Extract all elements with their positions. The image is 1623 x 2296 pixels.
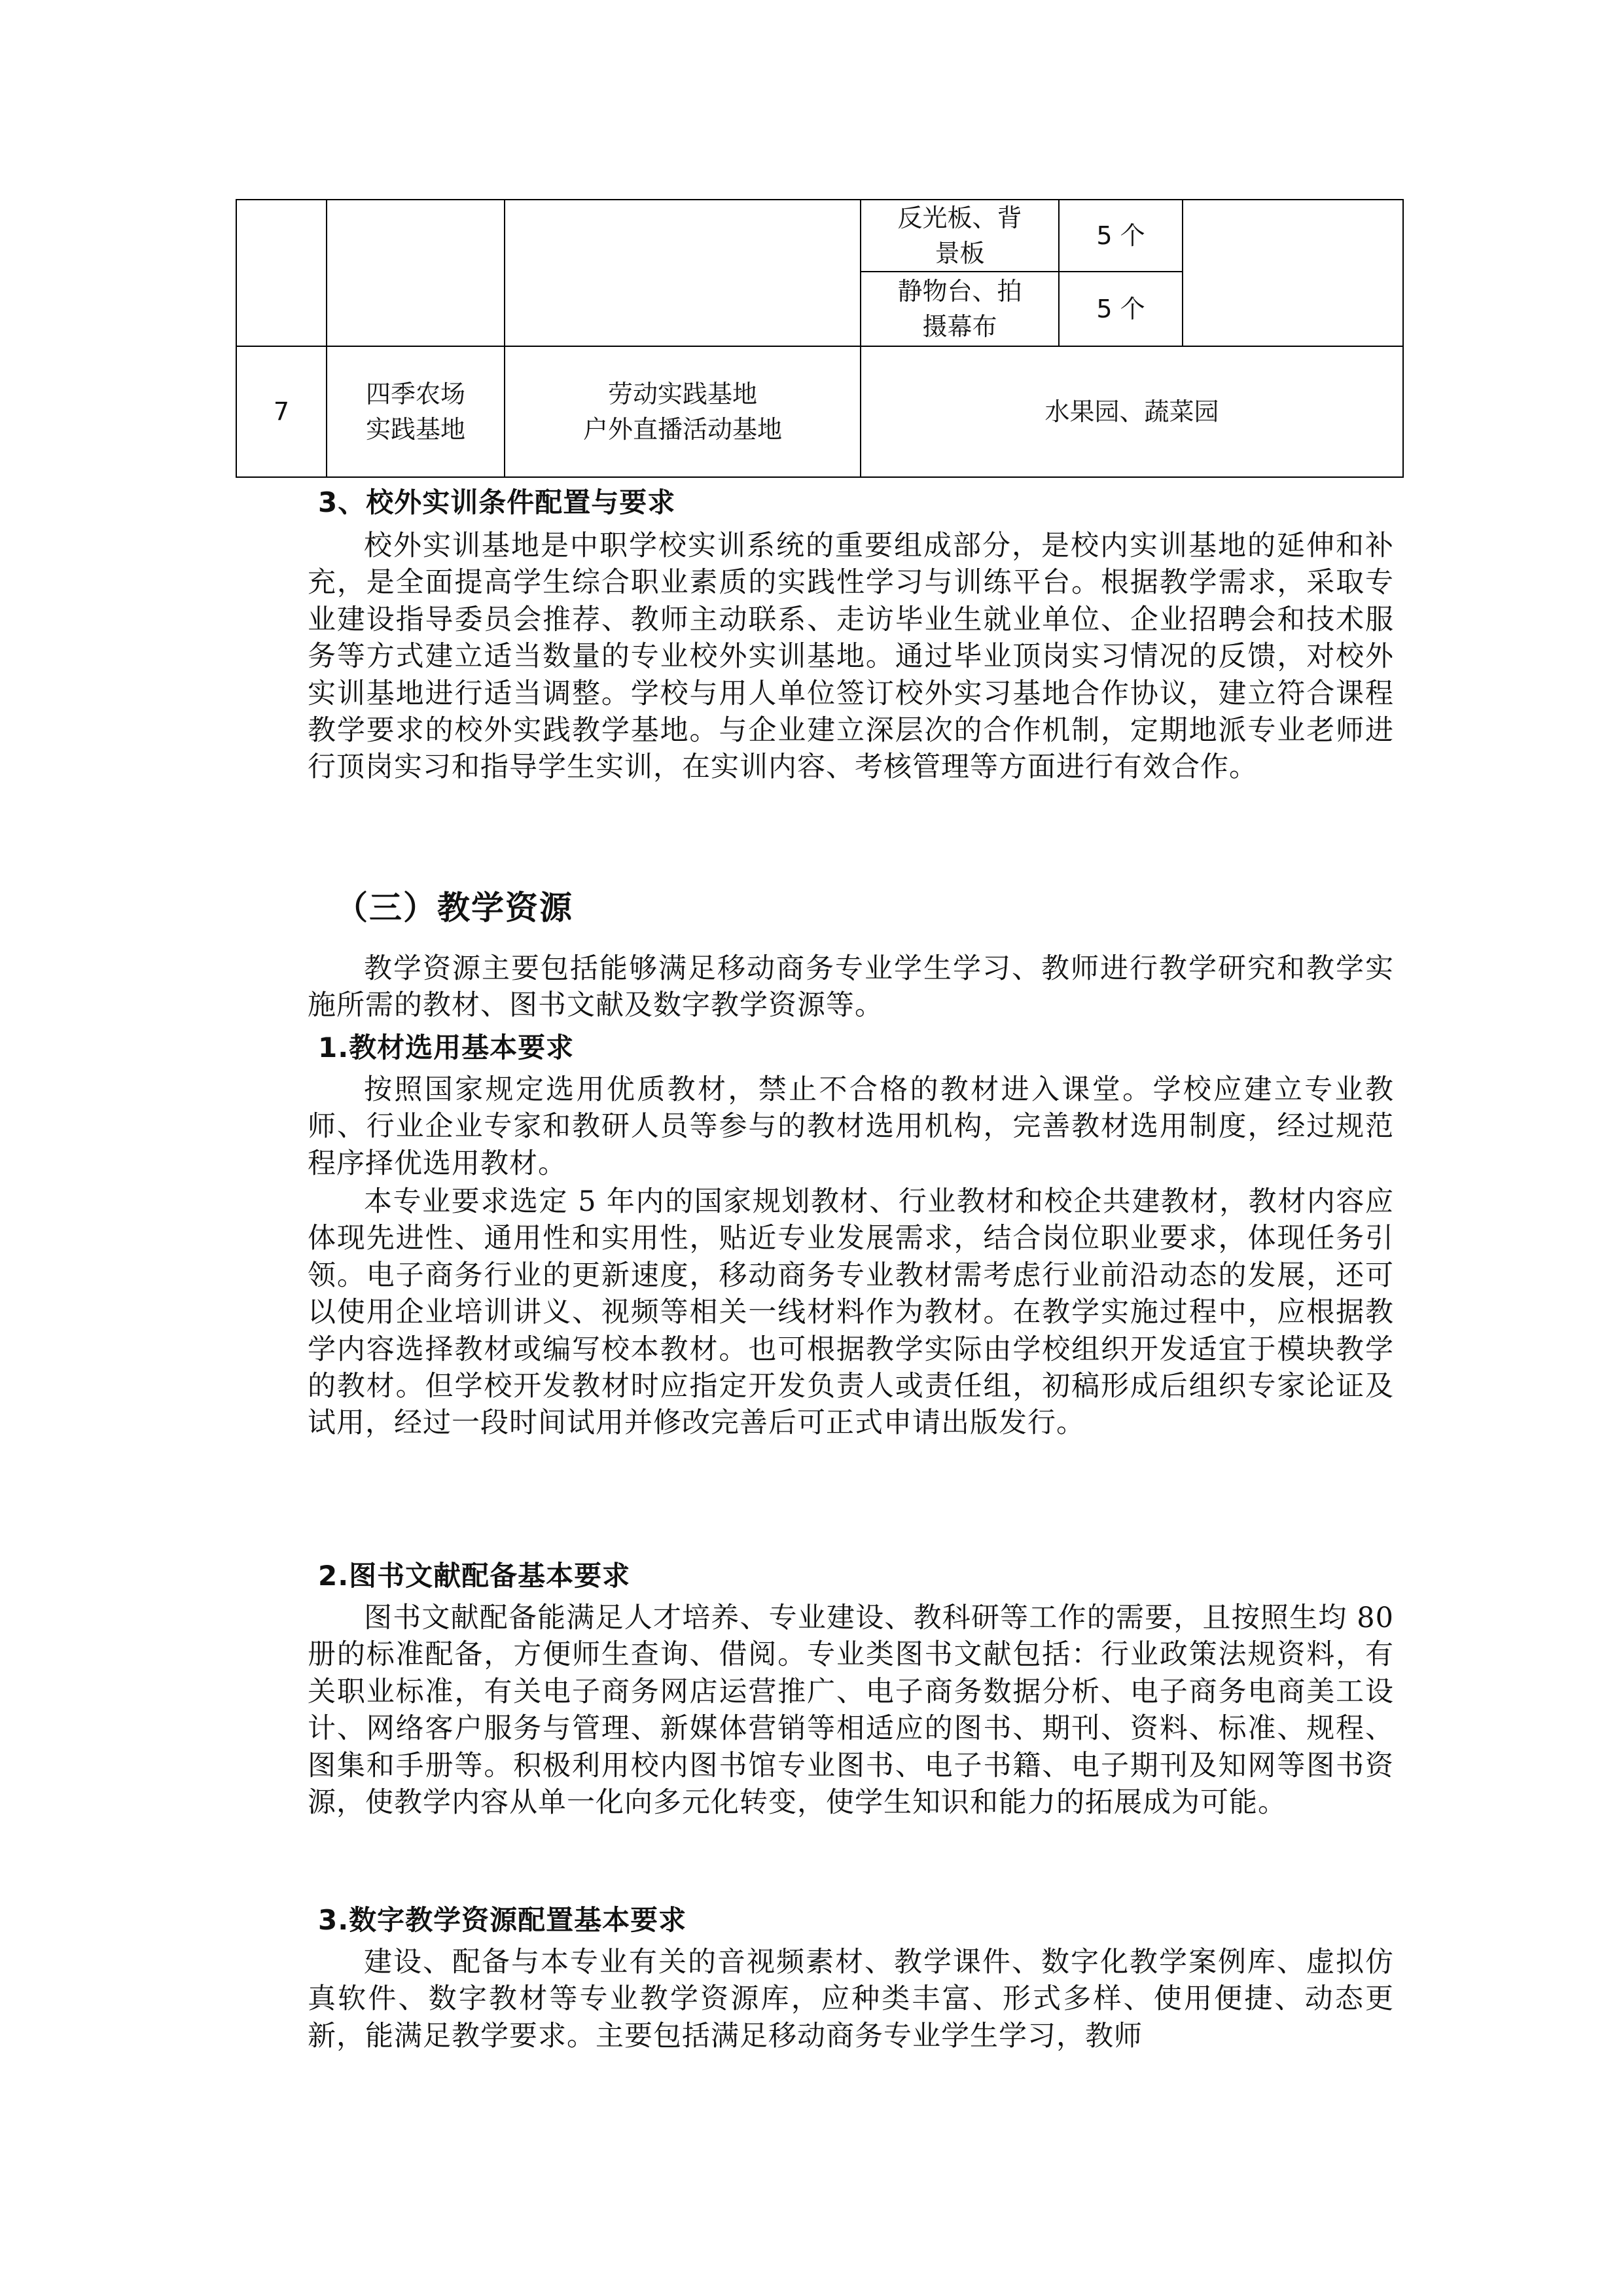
- cell-remark-empty: [1183, 200, 1403, 346]
- row-number-cell: 7: [236, 346, 327, 477]
- equipment-table: [236, 199, 1404, 478]
- base-name-cell: 四季农场实践基地: [327, 346, 505, 477]
- paragraph: 本专业要求选定 5 年内的国家规划教材、行业教材和校企共建教材，教材内容应体现先进性、通用性和实用性，贴近专业发展需求，结合岗位职业要求，体现任务引领。电子商务行业的更新速度，移动商务专业教材需考虑行业前沿动态的发展，还可以使用企业培训讲义、视频等相关一线材料作为教材。在教学实施过程中，应根据教学内容选择教材或编写校本教材。也可根据教学实际由学校组织开发适宜于模块教学的教材。但学校开发教材时应指定开发负责人或责任组，初稿形成后组织专家论证及试用，经过一段时间试用并修改完善后可正式申请出版发行。: [308, 1185, 1394, 1440]
- table-row: [236, 200, 1403, 272]
- equipment-qty-cell: 5 个: [1059, 272, 1183, 346]
- section-heading: 3、校外实训条件配置与要求: [318, 486, 676, 518]
- cell-function-empty: [505, 200, 861, 346]
- function-cell: [505, 346, 861, 477]
- equipment-cell: 水果园、蔬菜园: [861, 346, 1403, 477]
- subsection-heading: 1.教材选用基本要求: [318, 1031, 575, 1064]
- paragraph: 图书文献配备能满足人才培养、专业建设、教科研等工作的需要，且按照生均 80 册的标准配备，方便师生查询、借阅。专业类图书文献包括：行业政策法规资料，有关职业标准，有关电子商务网店运营推广、电子商务数据分析、电子商务电商美工设计、网络客户服务与管理、新媒体营销等相适应的图书、期刊、资料、标准、规程、图集和手册等。积极利用校内图书馆专业图书、电子书籍、电子期刊及知网等图书资源，使教学内容从单一化向多元化转变，使学生知识和能力的拓展成为可能。: [308, 1602, 1394, 1820]
- subsection-heading: 3.数字教学资源配置基本要求: [318, 1904, 687, 1936]
- cell-base-empty: [327, 200, 505, 346]
- equipment-qty-cell: 5 个: [1059, 200, 1183, 272]
- table-row: [236, 346, 1403, 477]
- section-title: （三）教学资源: [335, 889, 573, 927]
- subsection-heading: 2.图书文献配备基本要求: [318, 1560, 631, 1592]
- paragraph: 按照国家规定选用优质教材，禁止不合格的教材进入课堂。学校应建立专业教师、行业企业专家和教研人员等参与的教材选用机构，完善教材选用制度，经过规范程序择优选用教材。: [308, 1073, 1394, 1180]
- paragraph: 教学资源主要包括能够满足移动商务专业学生学习、教师进行教学研究和教学实施所需的教材、图书文献及数字教学资源等。: [308, 952, 1394, 1022]
- function-line: 劳动实践基地: [607, 380, 757, 408]
- cell-no-empty: [236, 200, 327, 346]
- paragraph: 建设、配备与本专业有关的音视频素材、教学课件、数字化教学案例库、虚拟仿真软件、数字教材等专业教学资源库，应种类丰富、形式多样、使用便捷、动态更新，能满足教学要求。主要包括满足移动商务专业学生学习，教师: [308, 1946, 1394, 2053]
- paragraph: 校外实训基地是中职学校实训系统的重要组成部分，是校内实训基地的延伸和补充，是全面提高学生综合职业素质的实践性学习与训练平台。根据教学需求，采取专业建设指导委员会推荐、教师主动联系、走访毕业生就业单位、企业招聘会和技术服务等方式建立适当数量的专业校外实训基地。通过毕业顶岗实习情况的反馈，对校外实训基地进行适当调整。学校与用人单位签订校外实习基地合作协议，建立符合课程教学要求的校外实践教学基地。与企业建立深层次的合作机制，定期地派专业老师进行顶岗实习和指导学生实训，在实训内容、考核管理等方面进行有效合作。: [308, 529, 1394, 784]
- function-line: 户外直播活动基地: [582, 415, 782, 444]
- equipment-name-cell: 静物台、拍摄幕布: [861, 272, 1059, 346]
- equipment-name-cell: 反光板、背景板: [861, 200, 1059, 272]
